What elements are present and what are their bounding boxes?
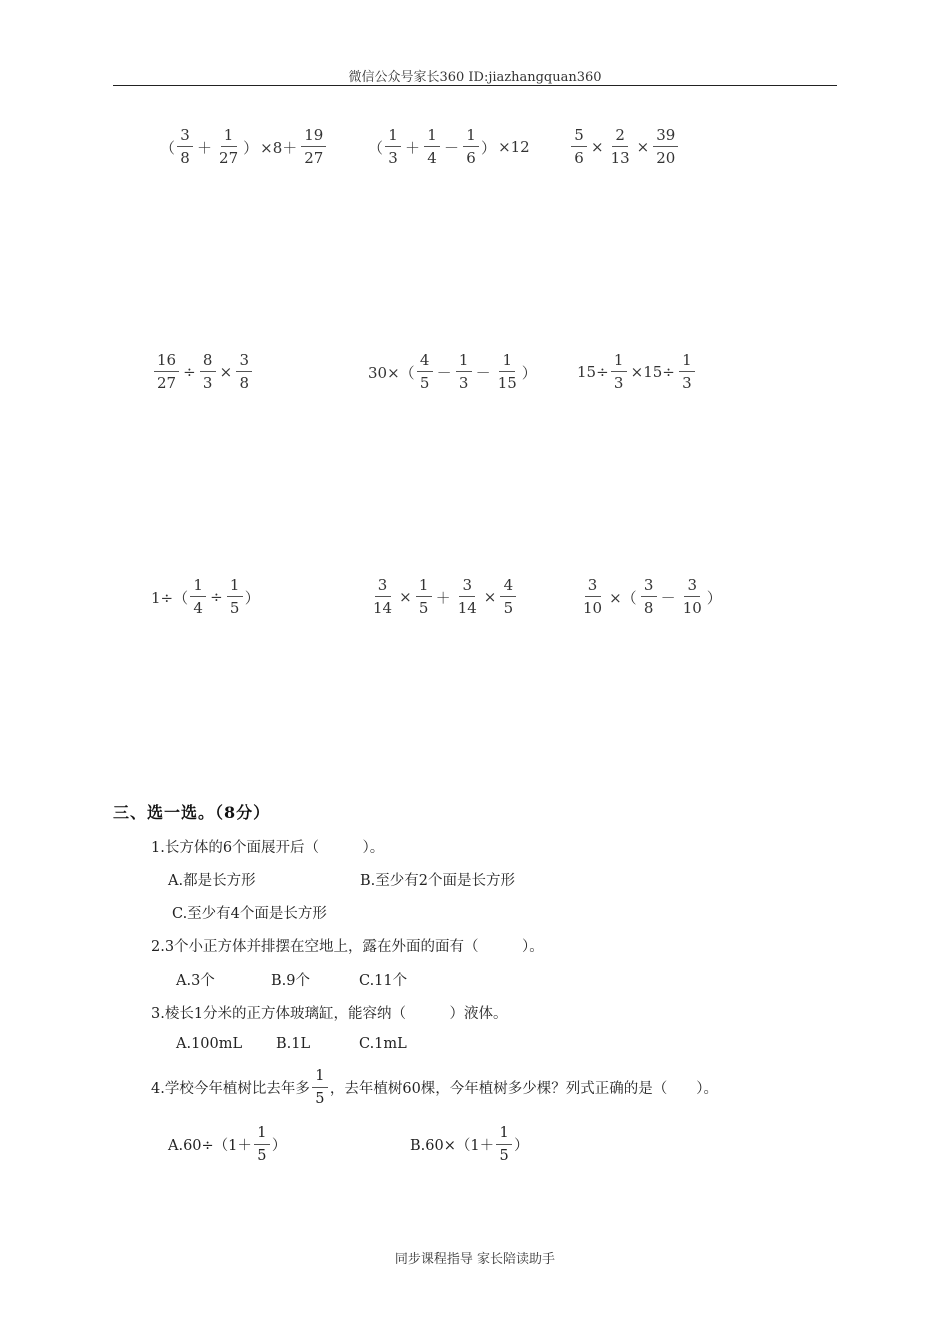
numerator: 1 xyxy=(221,128,237,147)
numerator: 1 xyxy=(499,353,515,372)
fraction xyxy=(301,128,326,166)
fraction xyxy=(496,1126,512,1163)
numerator: 1 xyxy=(679,353,695,372)
denominator: 13 xyxy=(610,149,630,167)
denominator: 3 xyxy=(682,374,692,392)
paren: ） xyxy=(481,138,497,157)
numerator: 3 xyxy=(177,128,193,147)
numerator: 3 xyxy=(641,578,657,597)
fraction xyxy=(312,1069,328,1106)
expression-head: 15÷ xyxy=(577,363,609,381)
calc-expression-3 xyxy=(569,128,680,166)
question-4-stem-post: ，去年植树60棵，今年植树多少棵？列式正确的是（ ）。 xyxy=(329,1081,719,1097)
numerator: 1 xyxy=(416,578,432,597)
numerator: 5 xyxy=(571,128,587,147)
denominator: 6 xyxy=(466,149,476,167)
calc-expression-6 xyxy=(577,353,697,391)
denominator: 8 xyxy=(239,374,250,392)
operator: － xyxy=(444,138,460,157)
paren: （ xyxy=(368,138,384,157)
header-divider xyxy=(113,85,837,86)
fraction xyxy=(608,128,633,166)
question-3-option-a: A.100mL xyxy=(176,1036,243,1052)
numerator: 16 xyxy=(154,353,179,372)
numerator: 2 xyxy=(612,128,628,147)
expression-head: 30×（ xyxy=(368,363,415,382)
fraction xyxy=(495,353,520,391)
question-4-option-a xyxy=(168,1126,286,1163)
question-4-stem xyxy=(151,1069,718,1106)
denominator: 5 xyxy=(315,1090,325,1107)
numerator: 1 xyxy=(611,353,627,372)
question-1-option-a: A.都是长方形 xyxy=(168,873,256,889)
operator: ×（ xyxy=(609,588,637,607)
numerator: 3 xyxy=(459,578,475,597)
paren: ） xyxy=(244,588,260,607)
numerator: 3 xyxy=(375,578,391,597)
numerator: 3 xyxy=(684,578,700,597)
fraction xyxy=(424,128,440,166)
question-1-option-c: C.至少有4个面是长方形 xyxy=(172,906,327,922)
operator: ÷ xyxy=(183,363,196,381)
numerator: 19 xyxy=(301,128,326,147)
fraction xyxy=(236,353,252,391)
denominator: 6 xyxy=(574,149,584,167)
option-text: B.60×（1＋ xyxy=(410,1138,495,1154)
calc-expression-2 xyxy=(368,128,532,166)
numerator: 1 xyxy=(424,128,440,147)
denominator: 14 xyxy=(373,599,393,617)
operator: × xyxy=(483,588,497,606)
operator: ＋ xyxy=(405,138,421,157)
denominator: 5 xyxy=(503,599,514,617)
question-3-stem: 3.棱长1分米的正方体玻璃缸，能容纳（ ）液体。 xyxy=(151,1006,508,1022)
denominator: 5 xyxy=(257,1147,267,1164)
question-2-option-c: C.11个 xyxy=(359,973,408,989)
calc-expression-4 xyxy=(152,353,254,391)
numerator: 4 xyxy=(417,353,433,372)
numerator: 1 xyxy=(254,1126,270,1145)
fraction xyxy=(611,353,627,391)
calc-expression-7 xyxy=(151,578,260,616)
question-4-option-b xyxy=(410,1126,529,1163)
fraction xyxy=(227,578,243,616)
numerator: 1 xyxy=(456,353,472,372)
denominator: 10 xyxy=(682,599,702,617)
fraction xyxy=(190,578,206,616)
numerator: 39 xyxy=(653,128,678,147)
denominator: 5 xyxy=(229,599,240,617)
operator: × xyxy=(219,363,233,381)
fraction xyxy=(641,578,657,616)
operator: × xyxy=(591,138,604,156)
operator: ＋ xyxy=(435,588,451,607)
calc-expression-1 xyxy=(160,128,328,166)
operator: － xyxy=(660,588,676,607)
question-1-option-b: B.至少有2个面是长方形 xyxy=(360,873,515,889)
denominator: 3 xyxy=(388,149,398,167)
question-3-option-c: C.1mL xyxy=(359,1036,407,1052)
operator: － xyxy=(436,363,452,382)
option-text: ） xyxy=(514,1138,529,1154)
fraction xyxy=(370,578,395,616)
numerator: 1 xyxy=(190,578,206,597)
question-2-stem: 2.3个小正方体并排摆在空地上，露在外面的面有（ ）。 xyxy=(151,939,544,955)
denominator: 27 xyxy=(219,149,239,167)
section-title: 三、选一选。（8分） xyxy=(113,803,271,822)
fraction xyxy=(254,1126,270,1163)
fraction xyxy=(385,128,401,166)
operator: ＋ xyxy=(197,138,213,157)
operator: ×12 xyxy=(498,138,530,156)
denominator: 27 xyxy=(157,374,177,392)
denominator: 27 xyxy=(304,149,324,167)
fraction xyxy=(177,128,193,166)
denominator: 14 xyxy=(457,599,477,617)
numerator: 3 xyxy=(585,578,601,597)
operator: × xyxy=(636,138,650,156)
denominator: 15 xyxy=(497,374,517,392)
numerator: 1 xyxy=(496,1126,512,1145)
fraction xyxy=(154,353,179,391)
numerator: 1 xyxy=(463,128,479,147)
operator: × xyxy=(399,588,412,606)
fraction xyxy=(680,578,705,616)
operator: － xyxy=(475,363,491,382)
page-footer: 同步课程指导 家长陪读助手 xyxy=(394,1252,556,1267)
paren: ） xyxy=(521,363,537,382)
calc-expression-8 xyxy=(368,578,518,616)
operator: ÷ xyxy=(210,588,223,606)
question-2-option-b: B.9个 xyxy=(271,973,310,989)
paren: ） xyxy=(706,588,722,607)
calc-expression-5 xyxy=(368,353,537,391)
paren: ） xyxy=(243,138,259,157)
question-4-stem-pre: 4.学校今年植树比去年多 xyxy=(151,1081,310,1097)
numerator: 3 xyxy=(236,353,252,372)
operator: ×8＋ xyxy=(260,138,298,157)
fraction xyxy=(216,128,241,166)
fraction xyxy=(455,578,480,616)
denominator: 20 xyxy=(656,149,676,167)
numerator: 1 xyxy=(227,578,243,597)
page-header: 微信公众号家长360 ID:jiazhangquan360 xyxy=(348,70,602,85)
denominator: 8 xyxy=(180,149,190,167)
numerator: 8 xyxy=(200,353,216,372)
fraction xyxy=(417,353,433,391)
denominator: 5 xyxy=(419,374,430,392)
expression-head: 1÷（ xyxy=(151,588,189,607)
fraction xyxy=(571,128,587,166)
fraction xyxy=(653,128,678,166)
denominator: 5 xyxy=(418,599,429,617)
denominator: 10 xyxy=(583,599,603,617)
operator: ×15÷ xyxy=(630,363,675,381)
fraction xyxy=(200,353,216,391)
question-1-stem: 1.长方体的6个面展开后（ ）。 xyxy=(151,840,385,856)
calc-expression-9 xyxy=(578,578,722,616)
fraction xyxy=(580,578,605,616)
question-2-option-a: A.3个 xyxy=(176,973,215,989)
option-text: ） xyxy=(271,1138,287,1154)
denominator: 8 xyxy=(643,599,654,617)
numerator: 1 xyxy=(312,1069,328,1088)
paren: （ xyxy=(160,138,176,157)
denominator: 4 xyxy=(427,149,437,167)
fraction xyxy=(679,353,695,391)
fraction xyxy=(500,578,516,616)
fraction xyxy=(456,353,472,391)
option-text: A.60÷（1＋ xyxy=(168,1138,252,1154)
denominator: 4 xyxy=(193,599,203,617)
denominator: 3 xyxy=(613,374,624,392)
numerator: 1 xyxy=(385,128,401,147)
numerator: 4 xyxy=(500,578,516,597)
denominator: 5 xyxy=(499,1147,509,1164)
denominator: 3 xyxy=(458,374,469,392)
question-3-option-b: B.1L xyxy=(276,1036,311,1052)
denominator: 3 xyxy=(202,374,213,392)
fraction xyxy=(463,128,479,166)
fraction xyxy=(416,578,432,616)
